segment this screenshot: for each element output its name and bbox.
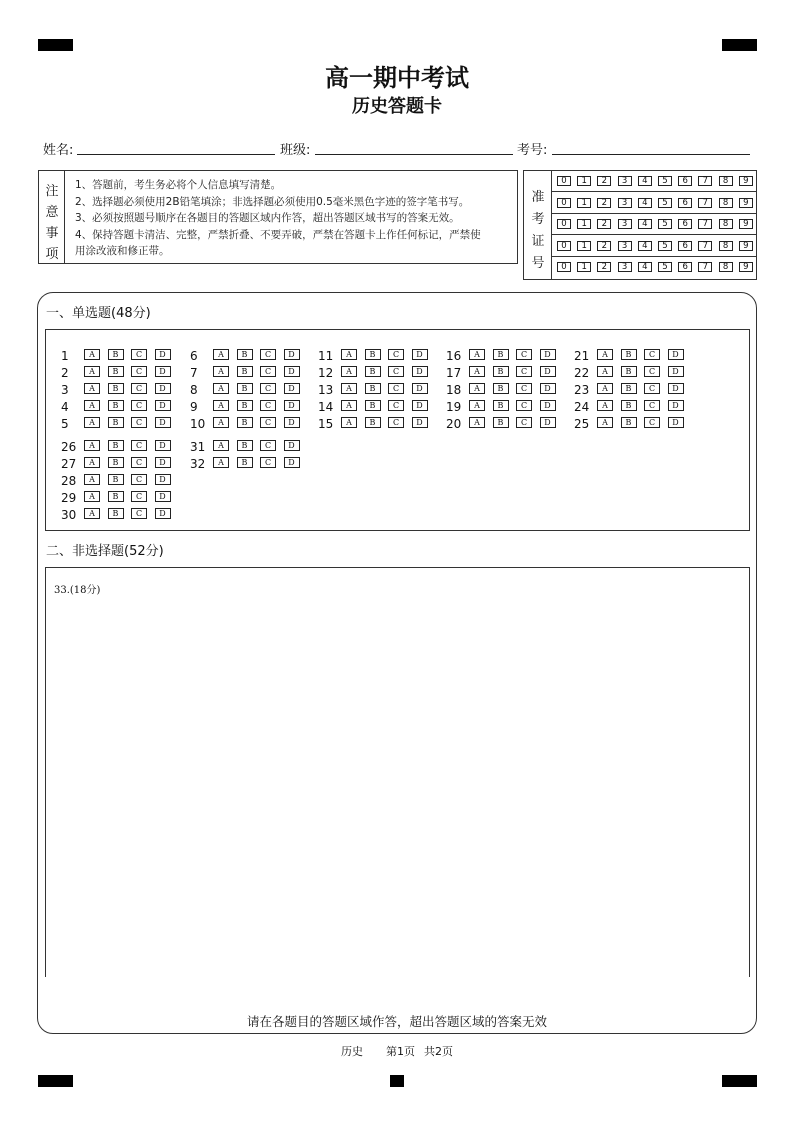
option-bubble-c[interactable]: C [388,383,404,394]
admission-digit-bubble[interactable]: 0 [557,241,571,251]
option-bubble-d[interactable]: D [155,491,171,502]
option-bubble-b[interactable]: B [237,440,253,451]
notice-line: 4、保持答题卡清洁、完整，严禁折叠、不要弄破，严禁在答题卡上作任何标记，严禁使 [75,228,481,241]
option-bubble-b[interactable]: B [493,400,509,411]
admission-digit-bubble[interactable]: 7 [698,198,712,208]
option-bubble-c[interactable]: C [131,508,147,519]
option-bubble-c[interactable]: C [644,349,660,360]
question-number: 15 [318,417,334,431]
question-number: 22 [574,366,590,380]
admission-digit-bubble[interactable]: 5 [658,219,672,229]
option-bubble-c[interactable]: C [131,400,147,411]
option-bubble-d[interactable]: D [155,417,171,428]
option-bubble-a[interactable]: A [341,366,357,377]
admission-digit-bubble[interactable]: 6 [678,219,692,229]
option-bubble-d[interactable]: D [284,349,300,360]
question-number: 23 [574,383,590,397]
option-bubble-a[interactable]: A [84,457,100,468]
admission-digit-bubble[interactable]: 3 [618,262,632,272]
option-bubble-a[interactable]: A [84,491,100,502]
admission-digit-row [552,236,757,257]
admission-digit-bubble[interactable]: 2 [597,241,611,251]
option-bubble-c[interactable]: C [131,366,147,377]
option-bubble-b[interactable]: B [108,400,124,411]
option-bubble-b[interactable]: B [237,400,253,411]
option-bubble-a[interactable]: A [597,417,613,428]
option-bubble-d[interactable]: D [668,349,684,360]
option-bubble-b[interactable]: B [237,417,253,428]
option-bubble-b[interactable]: B [237,366,253,377]
admission-digit-bubble[interactable]: 9 [739,198,753,208]
option-bubble-c[interactable]: C [260,457,276,468]
multiple-choice-box [45,329,750,531]
admission-digit-bubble[interactable]: 1 [577,262,591,272]
option-bubble-a[interactable]: A [84,508,100,519]
option-bubble-a[interactable]: A [213,457,229,468]
admission-digit-bubble[interactable]: 6 [678,198,692,208]
question-number: 11 [318,349,334,363]
exam-no-label: 考号: [517,143,548,158]
option-bubble-d[interactable]: D [412,366,428,377]
option-bubble-a[interactable]: A [213,349,229,360]
question-number: 7 [190,366,198,380]
question-number: 13 [318,383,334,397]
question-number: 31 [190,440,206,454]
option-bubble-d[interactable]: D [412,349,428,360]
question-number: 9 [190,400,198,414]
option-bubble-c[interactable]: C [388,400,404,411]
option-bubble-c[interactable]: C [516,366,532,377]
corner-marker-bottom-left [38,1075,73,1087]
admission-side-label [524,171,552,279]
notice-side-char: 注 [45,184,59,199]
admission-digit-bubble[interactable]: 3 [618,198,632,208]
corner-marker-bottom-right [722,1075,757,1087]
option-bubble-a[interactable]: A [597,366,613,377]
option-bubble-c[interactable]: C [131,383,147,394]
option-bubble-a[interactable]: A [469,400,485,411]
option-bubble-d[interactable]: D [668,366,684,377]
admission-digit-row [552,171,757,192]
admission-digit-bubble[interactable]: 7 [698,262,712,272]
option-bubble-d[interactable]: D [540,383,556,394]
option-bubble-c[interactable]: C [260,383,276,394]
admission-digit-bubble[interactable]: 7 [698,219,712,229]
page-subtitle: 历史答题卡 [352,96,442,117]
option-bubble-b[interactable]: B [108,383,124,394]
question-number: 24 [574,400,590,414]
question-number: 17 [446,366,462,380]
option-bubble-c[interactable]: C [131,457,147,468]
option-bubble-b[interactable]: B [621,400,637,411]
option-bubble-b[interactable]: B [493,417,509,428]
option-bubble-d[interactable]: D [540,400,556,411]
option-bubble-a[interactable]: A [84,400,100,411]
question-number: 18 [446,383,462,397]
question-number: 12 [318,366,334,380]
question-number: 28 [61,474,77,488]
admission-side-char: 考 [531,212,545,227]
option-bubble-d[interactable]: D [412,383,428,394]
option-bubble-c[interactable]: C [131,491,147,502]
option-bubble-b[interactable]: B [108,440,124,451]
name-label: 姓名: [43,143,74,158]
option-bubble-d[interactable]: D [155,457,171,468]
admission-digit-bubble[interactable]: 2 [597,262,611,272]
option-bubble-a[interactable]: A [84,417,100,428]
admission-digit-row [552,257,757,278]
question-number: 19 [446,400,462,414]
admission-digit-bubble[interactable]: 8 [719,262,733,272]
exam-no-field[interactable] [552,154,750,155]
q33-label: 33.(18分) [54,585,101,596]
question-number: 3 [61,383,69,397]
notice-text [75,177,511,260]
option-bubble-b[interactable]: B [493,366,509,377]
option-bubble-c[interactable]: C [516,400,532,411]
option-bubble-b[interactable]: B [108,349,124,360]
question-number: 10 [190,417,206,431]
question-number: 20 [446,417,462,431]
question-number: 8 [190,383,198,397]
admission-digit-row [552,193,757,214]
option-bubble-b[interactable]: B [237,349,253,360]
option-bubble-d[interactable]: D [155,400,171,411]
option-bubble-a[interactable]: A [84,349,100,360]
admission-digit-bubble[interactable]: 0 [557,219,571,229]
class-field[interactable] [315,154,513,155]
option-bubble-a[interactable]: A [341,383,357,394]
option-bubble-c[interactable]: C [260,417,276,428]
option-bubble-c[interactable]: C [260,366,276,377]
option-bubble-d[interactable]: D [284,440,300,451]
admission-digit-bubble[interactable]: 3 [618,241,632,251]
notice-line: 2、选择题必须使用2B铅笔填涂；非选择题必须使用0.5毫米黑色字迹的签字笔书写。 [75,195,470,208]
option-bubble-d[interactable]: D [668,383,684,394]
footer-page: 第1页 [386,1045,415,1058]
admission-digit-bubble[interactable]: 0 [557,198,571,208]
option-bubble-c[interactable]: C [516,383,532,394]
option-bubble-a[interactable]: A [469,383,485,394]
admission-digit-bubble[interactable]: 2 [597,219,611,229]
question-number: 32 [190,457,206,471]
option-bubble-d[interactable]: D [668,400,684,411]
admission-digit-bubble[interactable]: 7 [698,176,712,186]
option-bubble-c[interactable]: C [131,349,147,360]
option-bubble-d[interactable]: D [412,417,428,428]
option-bubble-c[interactable]: C [388,349,404,360]
admission-digit-bubble[interactable]: 4 [638,262,652,272]
notice-side-char: 项 [45,247,59,262]
option-bubble-c[interactable]: C [644,400,660,411]
section2-title: 二、非选择题(52分) [46,544,164,559]
option-bubble-c[interactable]: C [516,349,532,360]
notice-side-label [39,171,65,263]
option-bubble-a[interactable]: A [469,366,485,377]
option-bubble-b[interactable]: B [237,457,253,468]
option-bubble-d[interactable]: D [155,508,171,519]
admission-digit-bubble[interactable]: 5 [658,262,672,272]
question-number: 4 [61,400,69,414]
admission-digit-row [552,214,757,235]
option-bubble-d[interactable]: D [412,400,428,411]
admission-digit-bubble[interactable]: 9 [739,176,753,186]
option-bubble-b[interactable]: B [621,383,637,394]
admission-digit-bubble[interactable]: 0 [557,176,571,186]
notice-line: 3、必须按照题号顺序在各题目的答题区域内作答，超出答题区域书写的答案无效。 [75,212,460,224]
corner-marker-top-left [38,39,73,51]
question-number: 16 [446,349,462,363]
option-bubble-b[interactable]: B [108,366,124,377]
option-bubble-d[interactable]: D [155,349,171,360]
admission-side-char: 号 [531,256,545,271]
option-bubble-b[interactable]: B [108,457,124,468]
admission-digit-bubble[interactable]: 4 [638,198,652,208]
option-bubble-a[interactable]: A [341,417,357,428]
question-number: 14 [318,400,334,414]
question-number: 30 [61,508,77,522]
section1-title: 一、单选题(48分) [46,306,151,321]
option-bubble-b[interactable]: B [365,400,381,411]
admission-digit-bubble[interactable]: 5 [658,241,672,251]
question-number: 27 [61,457,77,471]
admission-side-char: 证 [531,234,545,249]
admission-digit-bubble[interactable]: 8 [719,176,733,186]
option-bubble-c[interactable]: C [388,366,404,377]
option-bubble-c[interactable]: C [388,417,404,428]
notice-side-char: 事 [45,226,59,241]
admission-digit-bubble[interactable]: 7 [698,241,712,251]
option-bubble-a[interactable]: A [469,417,485,428]
admission-digit-bubble[interactable]: 1 [577,198,591,208]
admission-digit-bubble[interactable]: 9 [739,241,753,251]
option-bubble-a[interactable]: A [597,349,613,360]
admission-digit-bubble[interactable]: 6 [678,176,692,186]
option-bubble-c[interactable]: C [516,417,532,428]
footer-total: 共2页 [424,1045,453,1058]
option-bubble-b[interactable]: B [108,508,124,519]
option-bubble-a[interactable]: A [84,474,100,485]
admission-digit-bubble[interactable]: 2 [597,198,611,208]
admission-digit-bubble[interactable]: 9 [739,262,753,272]
option-bubble-b[interactable]: B [108,474,124,485]
option-bubble-a[interactable]: A [341,400,357,411]
option-bubble-b[interactable]: B [365,417,381,428]
option-bubble-c[interactable]: C [260,400,276,411]
option-bubble-b[interactable]: B [365,383,381,394]
notice-line: 用涂改液和修正带。 [75,245,170,257]
option-bubble-d[interactable]: D [284,383,300,394]
question-number: 29 [61,491,77,505]
footer-subject: 历史 [341,1045,363,1058]
option-bubble-d[interactable]: D [284,400,300,411]
option-bubble-b[interactable]: B [621,349,637,360]
admission-digit-bubble[interactable]: 4 [638,241,652,251]
option-bubble-a[interactable]: A [213,383,229,394]
admission-digit-bubble[interactable]: 4 [638,176,652,186]
option-bubble-b[interactable]: B [365,349,381,360]
option-bubble-d[interactable]: D [155,440,171,451]
option-bubble-c[interactable]: C [644,366,660,377]
admission-digit-bubble[interactable]: 3 [618,219,632,229]
question-number: 25 [574,417,590,431]
option-bubble-a[interactable]: A [213,366,229,377]
option-bubble-a[interactable]: A [84,383,100,394]
name-field[interactable] [77,154,275,155]
option-bubble-a[interactable]: A [341,349,357,360]
question-number: 26 [61,440,77,454]
option-bubble-b[interactable]: B [365,366,381,377]
question-number: 2 [61,366,69,380]
page-title: 高一期中考试 [325,64,469,92]
option-bubble-d[interactable]: D [155,366,171,377]
q33-answer-area[interactable] [45,567,750,977]
admission-digit-bubble[interactable]: 6 [678,241,692,251]
option-bubble-a[interactable]: A [469,349,485,360]
option-bubble-c[interactable]: C [644,383,660,394]
admission-digit-bubble[interactable]: 0 [557,262,571,272]
option-bubble-d[interactable]: D [155,383,171,394]
admission-digit-bubble[interactable]: 1 [577,241,591,251]
question-number: 21 [574,349,590,363]
option-bubble-b[interactable]: B [108,491,124,502]
admission-digit-bubble[interactable]: 9 [739,219,753,229]
question-number: 5 [61,417,69,431]
admission-digit-bubble[interactable]: 3 [618,176,632,186]
option-bubble-a[interactable]: A [597,383,613,394]
class-label: 班级: [280,143,311,158]
option-bubble-c[interactable]: C [260,349,276,360]
option-bubble-a[interactable]: A [84,440,100,451]
admission-side-char: 准 [531,190,545,205]
option-bubble-c[interactable]: C [131,440,147,451]
notice-side-char: 意 [45,205,59,220]
option-bubble-a[interactable]: A [213,417,229,428]
option-bubble-d[interactable]: D [155,474,171,485]
admission-digit-bubble[interactable]: 5 [658,198,672,208]
notice-line: 1、答题前，考生务必将个人信息填写清楚。 [75,179,282,191]
admission-digit-bubble[interactable]: 8 [719,241,733,251]
notice-box [38,170,518,264]
option-bubble-c[interactable]: C [131,417,147,428]
option-bubble-b[interactable]: B [621,366,637,377]
question-number: 1 [61,349,69,363]
option-bubble-d[interactable]: D [668,417,684,428]
admission-digit-bubble[interactable]: 8 [719,219,733,229]
option-bubble-b[interactable]: B [621,417,637,428]
option-bubble-a[interactable]: A [597,400,613,411]
option-bubble-d[interactable]: D [284,417,300,428]
option-bubble-d[interactable]: D [284,366,300,377]
option-bubble-d[interactable]: D [540,366,556,377]
option-bubble-c[interactable]: C [260,440,276,451]
center-marker-bottom [390,1075,404,1087]
admission-digit-bubble[interactable]: 1 [577,219,591,229]
admission-digit-bubble[interactable]: 5 [658,176,672,186]
option-bubble-d[interactable]: D [284,457,300,468]
admission-digit-bubble[interactable]: 1 [577,176,591,186]
option-bubble-c[interactable]: C [131,474,147,485]
answer-area-warning: 请在各题目的答题区域作答，超出答题区域的答案无效 [246,1014,547,1029]
corner-marker-top-right [722,39,757,51]
option-bubble-b[interactable]: B [237,383,253,394]
admission-digit-bubble[interactable]: 2 [597,176,611,186]
option-bubble-b[interactable]: B [493,349,509,360]
admission-digit-bubble[interactable]: 6 [678,262,692,272]
option-bubble-d[interactable]: D [540,417,556,428]
admission-number-grid [523,170,757,280]
question-number: 6 [190,349,198,363]
admission-digit-bubble[interactable]: 4 [638,219,652,229]
admission-digit-bubble[interactable]: 8 [719,198,733,208]
option-bubble-b[interactable]: B [493,383,509,394]
option-bubble-a[interactable]: A [213,400,229,411]
option-bubble-c[interactable]: C [644,417,660,428]
option-bubble-a[interactable]: A [84,366,100,377]
option-bubble-d[interactable]: D [540,349,556,360]
option-bubble-a[interactable]: A [213,440,229,451]
option-bubble-b[interactable]: B [108,417,124,428]
